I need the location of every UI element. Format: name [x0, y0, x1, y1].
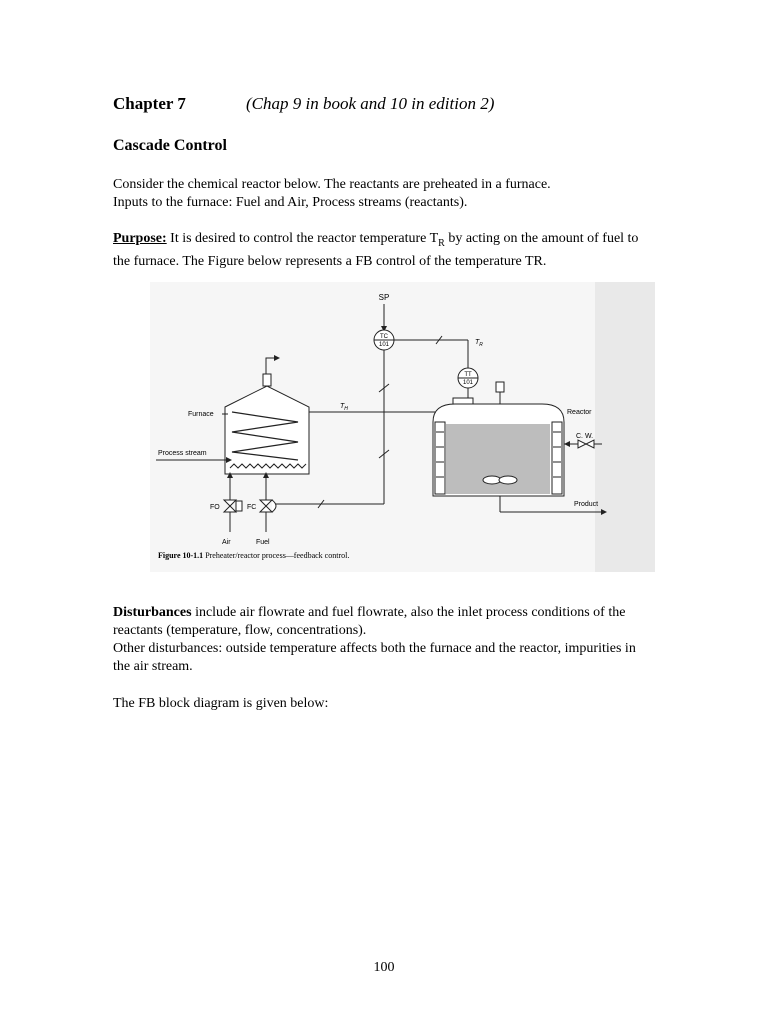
- chapter-note: (Chap 9 in book and 10 in edition 2): [246, 94, 495, 113]
- process-diagram: [150, 282, 655, 572]
- page-number: 100: [373, 960, 395, 975]
- disturbances-line: [113, 604, 653, 640]
- air-label: Air: [222, 539, 231, 546]
- furnace-body: [225, 386, 309, 474]
- chapter-heading: [113, 94, 495, 114]
- chapter-title: Chapter 7: [113, 94, 186, 113]
- fuel-valve-bottom: [260, 506, 272, 512]
- jacket-right: [552, 422, 562, 494]
- disturbances-text-b: Other disturbances: outside temperature affects both the furnace and the reactor, impurities in the air stream.: [113, 641, 636, 674]
- th-label: $T_H$: [340, 403, 348, 412]
- scan-shadow: [595, 282, 655, 572]
- impeller-left: [483, 476, 501, 484]
- process-figure: [150, 282, 655, 572]
- cw-label: C. W.: [576, 433, 594, 440]
- agitator-motor: [496, 382, 504, 392]
- air-valve-bottom: [224, 506, 236, 512]
- furnace-label: Furnace: [188, 411, 214, 418]
- intro-line-1: Consider the chemical reactor below. The reactants are preheated in a furnace.: [113, 177, 551, 192]
- jacket-left: [435, 422, 445, 494]
- reactor-label: Reactor: [567, 409, 592, 416]
- stack-arrow: [274, 355, 280, 361]
- product-label: Product: [574, 501, 599, 508]
- cw-valve-b: [586, 440, 594, 448]
- tt-label: TT: [464, 372, 472, 378]
- fuel-label: Fuel: [256, 539, 270, 546]
- purpose-text-b: by acting on the amount of fuel to the furnace. The Figure below represents a FB control of the temperature TR.: [113, 231, 639, 269]
- furnace-stack: [263, 374, 271, 386]
- fc-label: FC: [247, 504, 257, 511]
- sp-label: SP: [378, 293, 390, 302]
- figure-caption: Figure 10-1.1 Preheater/reactor process—feedback control.: [158, 551, 350, 560]
- disturbances-text-a: include air flowrate and fuel flowrate, also the inlet process conditions of the reactants (temperature, flow, concentrations).: [113, 605, 626, 638]
- section-title: Cascade Control: [113, 137, 227, 154]
- air-valve-top: [224, 500, 236, 506]
- intro-line-2: Inputs to the furnace: Fuel and Air, Process streams (reactants).: [113, 195, 468, 210]
- intro-paragraph: [113, 176, 653, 212]
- disturbances-label: Disturbances: [113, 605, 192, 620]
- disturbances-paragraph: [113, 604, 653, 676]
- tt-number: 101: [462, 380, 474, 386]
- fo-label: FO: [210, 504, 220, 511]
- tc-number: 101: [378, 342, 390, 348]
- purpose-subscript: R: [438, 237, 445, 249]
- purpose-text-a: It is desired to control the reactor temperature T: [166, 231, 439, 246]
- impeller-right: [499, 476, 517, 484]
- tc-label: TC: [380, 334, 388, 340]
- fuel-valve-top: [260, 500, 272, 506]
- block-diagram-intro: The FB block diagram is given below:: [113, 696, 329, 711]
- purpose-label: Purpose:: [113, 231, 167, 246]
- air-actuator: [236, 501, 242, 511]
- purpose-paragraph: [113, 230, 653, 271]
- fuel-actuator: [272, 500, 276, 512]
- tr-label: $T_R$: [475, 339, 483, 348]
- cw-valve-a: [578, 440, 586, 448]
- process-stream-label: Process stream: [158, 450, 207, 457]
- cw-arrow: [564, 441, 570, 447]
